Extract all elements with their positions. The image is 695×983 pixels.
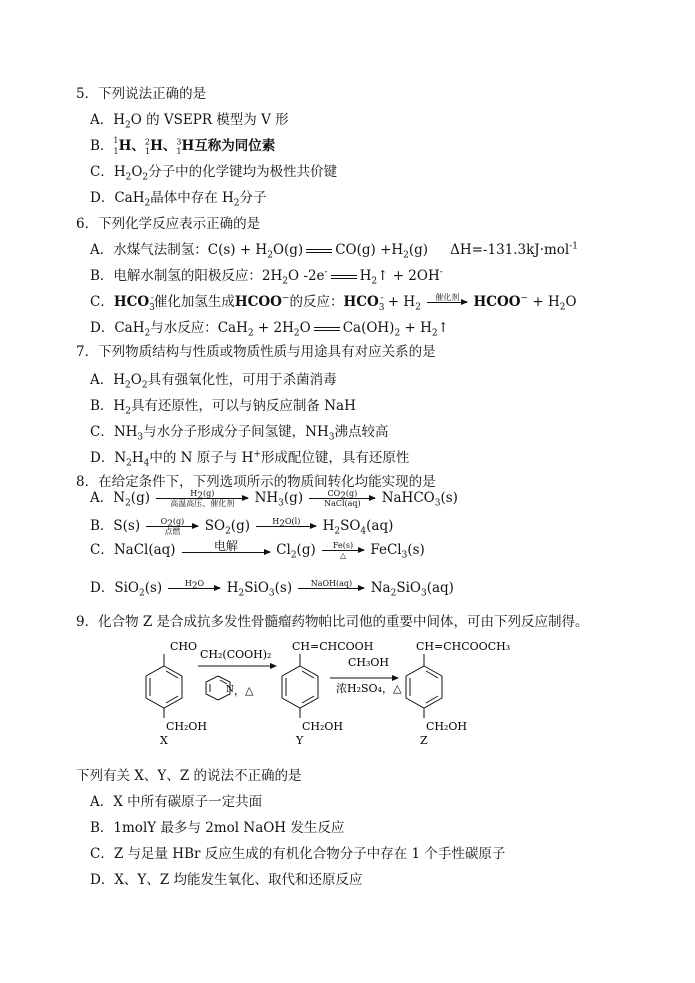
reaction-arrow: $CO_2(g)$ NaCl(aq): [309, 489, 375, 508]
q8-option-a: A．$N_2(g)$ $H_2(g)$ 高温高压、催化剂 $NH_3(g)$ $CO_2(g)$ NaCl(aq) NaHCO$_3$(s): [90, 489, 458, 509]
y-ch2oh-label: CH₂OH: [302, 720, 344, 733]
q5-stem: 5．下列说法正确的是: [76, 86, 207, 102]
q7-option-a: A．$H_2O_2$具有强氧化性，可用于杀菌消毒: [90, 372, 337, 391]
q9-option-d: D．X、Y、Z 均能发生氧化、取代和还原反应: [90, 872, 363, 888]
y-top-label: CH=CHCOOH: [292, 640, 374, 653]
z-top-label: CH=CHCOOCH₃: [416, 640, 511, 653]
reagent2-conditions: 浓H₂SO₄，△: [336, 682, 402, 695]
equals-sign: [306, 249, 332, 253]
z-label: Z: [420, 734, 428, 747]
reaction-arrow: 电解: [182, 540, 270, 562]
q8-option-c: C．NaCl(aq) 电解 $Cl_2(g)$ Fe(s) △ FeCl$_3$(s): [90, 538, 425, 561]
q6-option-d: D．CaH$_2$与水反应：$CaH_2 + 2H_2O$ $Ca(OH)_2$ + $H_2↑$: [90, 320, 449, 339]
reaction-arrow: $H_2(g)$ 高温高压、催化剂: [156, 489, 248, 508]
x-ch2oh-label: CH₂OH: [166, 720, 208, 733]
reaction-arrow: $H_2O$: [168, 579, 220, 598]
q6-option-a: A．水煤气法制氢：$C(s) + H_2O(g)$ $CO(g) +H_2(g)$ ΔH=-131.3kJ·mol$^{-1}$: [90, 241, 579, 261]
equals-sign: [314, 327, 340, 331]
z-ch2oh-label: CH₂OH: [426, 720, 468, 733]
reaction-arrow: NaOH(aq): [298, 579, 364, 598]
y-label: Y: [296, 734, 304, 747]
reaction-arrow: $O_2(g)$ 点燃: [146, 517, 198, 536]
x-label: X: [160, 734, 168, 747]
q7-option-c: C．$NH_3$与水分子形成分子间氢键，$NH_3$沸点较高: [90, 424, 389, 443]
reaction-arrow: $H_2O(l)$: [256, 517, 316, 536]
q8-option-d: D．SiO$_2$(s) $H_2O$ $H_2SiO_3(s)$ NaOH(aq) $Na_2SiO_3(aq)$: [90, 579, 454, 599]
molecule-z: [406, 640, 510, 747]
q5-option-a: A．$H_2O$ 的 VSEPR 模型为 V 形: [90, 112, 289, 131]
reaction-scheme: [130, 636, 550, 776]
reagent1-label: CH₂(COOH)₂: [200, 648, 272, 661]
q5-option-d: D．CaH$_2$晶体中存在 $H_2$分子: [90, 190, 267, 209]
q7-stem: 7．下列物质结构与性质或物质性质与用途具有对应关系的是: [76, 344, 436, 360]
arrow-1: [198, 648, 277, 700]
svg-text:，△: ，△: [234, 684, 254, 697]
q9-sub-stem: 下列有关 X、Y、Z 的说法不正确的是: [76, 768, 302, 784]
q6-stem: 6．下列化学反应表示正确的是: [76, 216, 261, 232]
benzene-ring-y: [282, 666, 318, 708]
q9-option-b: B．1molY 最多与 2mol NaOH 发生反应: [90, 820, 345, 836]
benzene-ring-z: [406, 666, 442, 708]
x-cho-label: CHO: [170, 640, 198, 653]
reagent2-label: CH₃OH: [348, 656, 390, 669]
equals-sign: [331, 275, 357, 279]
q9-option-c: C．Z 与足量 HBr 反应生成的有机化合物分子中存在 1 个手性碳原子: [90, 846, 506, 862]
q8-option-b: B．S(s) $O_2(g)$ 点燃 $SO_2(g)$ $H_2O(l)$ $H_2SO_4(aq)$: [90, 517, 394, 537]
svg-text:N: N: [226, 685, 234, 695]
reaction-arrow: 催化剂: [427, 293, 467, 312]
q5-option-b: B．$^1_1$H、$^2_1$H、$^3_1$H互称为同位素: [90, 135, 276, 156]
q9-option-a: A．X 中所有碳原子一定共面: [90, 794, 263, 810]
q7-option-b: B．$H_2$具有还原性，可以与钠反应制备 NaH: [90, 398, 356, 417]
q8-stem: 8．在给定条件下，下列选项所示的物质间转化均能实现的是: [76, 474, 436, 490]
molecule-x: [146, 640, 207, 747]
q5-option-c: C．$H_2O_2$分子中的化学键均为极性共价键: [90, 164, 338, 183]
benzene-ring-x: [146, 666, 182, 708]
q7-option-d: D．$N_2H_4$中的 N 原子与 H+形成配位键，具有还原性: [90, 449, 410, 469]
reaction-arrow: Fe(s) △: [322, 541, 364, 560]
arrow-2: [330, 656, 402, 695]
q6-option-c: C．$HCO_3^-$催化加氢生成HCOO−的反应：$HCO_3^- + H_2$ 催化剂 HCOO− + $H_2O$: [90, 293, 577, 313]
q6-option-b: B．电解水制氢的阳极反应：$2H_2O$ -2e- $H_2↑ + 2OH^-$: [90, 267, 443, 287]
q9-stem: 9．化合物 Z 是合成抗多发性骨髓瘤药物帕比司他的重要中间体，可由下列反应制得。: [76, 614, 589, 630]
